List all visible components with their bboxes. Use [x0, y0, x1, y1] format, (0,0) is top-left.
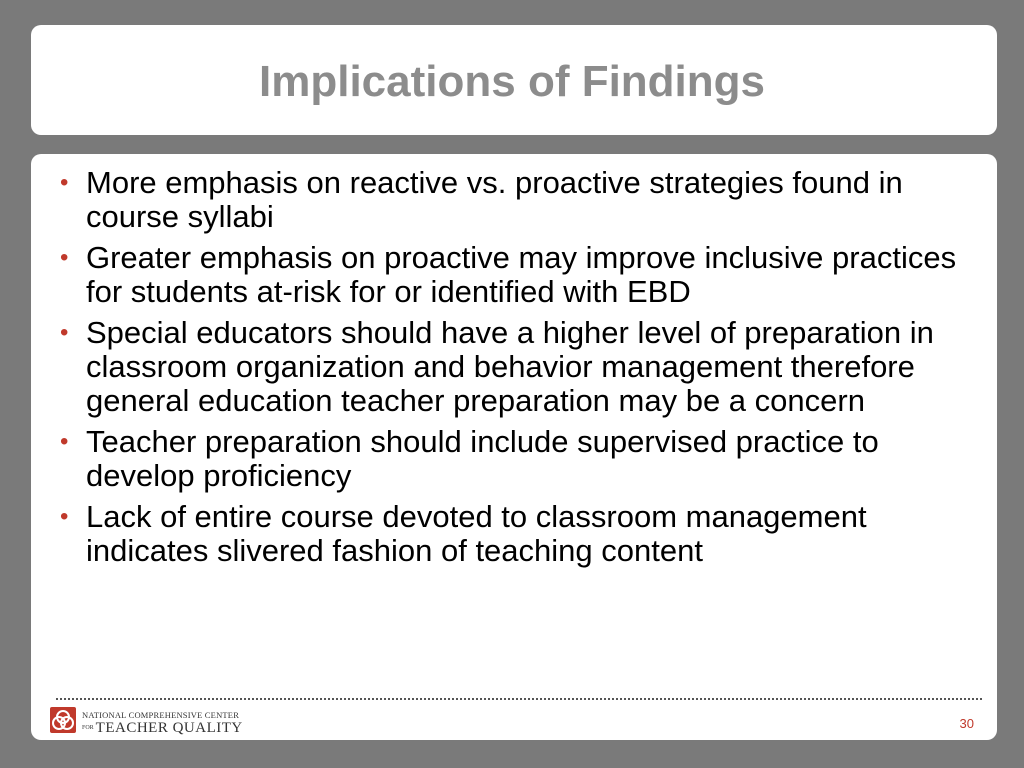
bullet-item: [57, 241, 967, 309]
logo-org-name: NATIONAL COMPREHENSIVE CENTER: [82, 710, 240, 720]
bullet-item: [57, 316, 967, 418]
bullet-item: [57, 166, 967, 234]
bullet-text: More emphasis on reactive vs. proactive strategies found in course syllabi: [86, 165, 903, 234]
bullet-icon: •: [60, 169, 69, 196]
page-number: 30: [959, 716, 974, 731]
slide-title: Implications of Findings: [259, 57, 765, 106]
bullet-icon: •: [60, 428, 69, 455]
bullet-icon: •: [60, 319, 69, 346]
bullet-icon: •: [60, 503, 69, 530]
logo-for-text: FOR: [82, 725, 94, 732]
bullet-text: Greater emphasis on proactive may improve inclusive practices for students at-risk for or identified with EBD: [86, 240, 957, 309]
bullet-text: Lack of entire course devoted to classroom management indicates slivered fashion of teaching content: [86, 499, 867, 568]
bullet-list: [57, 166, 967, 575]
bullet-text: Special educators should have a higher level of preparation in classroom organization and behavior management therefore general education teacher preparation may be a concern: [86, 315, 934, 418]
bullet-item: [57, 425, 967, 493]
logo-tagline: [82, 719, 243, 737]
nctq-logo: [49, 706, 249, 736]
footer-divider: [56, 698, 982, 700]
nctq-knot-icon: [49, 706, 77, 734]
bullet-icon: •: [60, 244, 69, 271]
bullet-text: Teacher preparation should include supervised practice to develop proficiency: [86, 424, 879, 493]
logo-teacher-quality: TEACHER QUALITY: [95, 720, 243, 736]
bullet-item: [57, 500, 967, 568]
